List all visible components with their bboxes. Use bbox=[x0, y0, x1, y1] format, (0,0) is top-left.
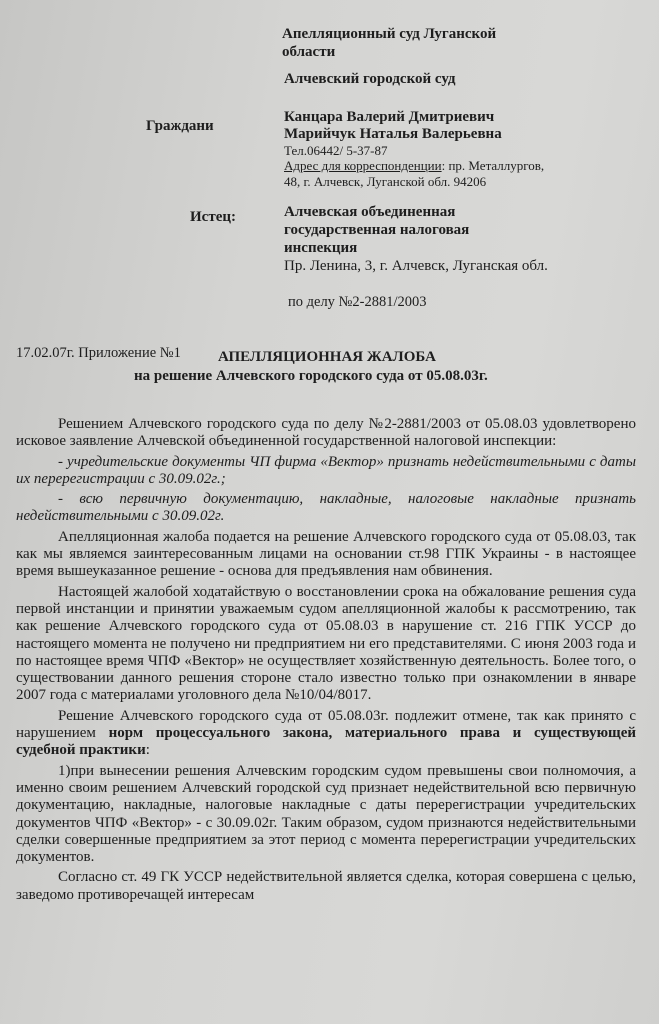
paragraph-1: Решением Алчевского городского суда по делу №2-2881/2003 от 05.08.03 удовлетворено исковое заявление Алчевской объединенной государственной налоговой инспекции: bbox=[16, 416, 636, 450]
list-item-2: - всю первичную документацию, накладные, налоговые накладные признать недействительными с 30.09.02г. bbox=[16, 491, 636, 525]
case-number: по делу №2-2881/2003 bbox=[288, 294, 427, 310]
document-body bbox=[16, 416, 636, 907]
address-line2: 48, г. Алчевск, Луганской обл. 94206 bbox=[284, 174, 487, 189]
paragraph-6: Согласно ст. 49 ГК УССР недействительной является сделка, которая совершена с целью, заведомо противоречащей интересам bbox=[16, 869, 636, 903]
citizens-label: Граждани bbox=[146, 118, 214, 134]
document-title: АПЕЛЛЯЦИОННАЯ ЖАЛОБА bbox=[218, 349, 436, 365]
paragraph-4 bbox=[16, 708, 636, 760]
city-court-name: Алчевский городской суд bbox=[284, 71, 456, 87]
court-name-line1: Апелляционный суд Луганской bbox=[282, 26, 497, 42]
paragraph-4-end: : bbox=[145, 742, 150, 759]
paragraph-4-bold: норм процессуального закона, материального права и существующей судебной практики bbox=[16, 725, 636, 759]
citizen-name-2: Марийчук Наталья Валерьевна bbox=[284, 126, 502, 142]
paragraph-2: Апелляционная жалоба подается на решение Алчевского городского суда от 05.08.03, так как мы являемся заинтересованным лицами на основании ст.98 ГПК Украины - в настоящее время вышеуказанное решение - основа для предъявления нам обвинения. bbox=[16, 528, 636, 580]
plaintiff-address: Пр. Ленина, 3, г. Алчевск, Луганская обл. bbox=[284, 258, 548, 274]
plaintiff-name-line1: Алчевская объединенная bbox=[284, 204, 456, 220]
plaintiff-label: Истец: bbox=[190, 209, 236, 225]
address-label: Адрес для корреспонденции bbox=[284, 158, 442, 173]
paragraph-3: Настоящей жалобой ходатайствую о восстановлении срока на обжалование решения суда первой инстанции и принятии уважаемым судом апелляционной жалобы к рассмотрению, так как решение Алчевского городского суда от 05.08.03 в нарушение ст. 216 ГПК УССР до настоящего момента не получено ни предприятием ни его представителями. С июня 2003 года и по настоящее время ЧПФ «Вектор» не осуществляет хозяйственную деятельность. Более того, о существовании данного решения стороне стало известно только при ознакомлении в январе 2007 года с материалами уголовного дела №10/04/8017. bbox=[16, 583, 636, 704]
citizen-name-1: Канцара Валерий Дмитриевич bbox=[284, 109, 495, 125]
plaintiff-name-line3: инспекция bbox=[284, 240, 358, 256]
paragraph-4-start: Решение Алчевского городского суда от 05.08.03г. подлежит отмене, так как принято с нарушением bbox=[16, 707, 636, 742]
document-subtitle: на решение Алчевского городского суда от 05.08.03г. bbox=[134, 368, 488, 384]
date-annex: 17.02.07г. Приложение №1 bbox=[16, 345, 181, 361]
plaintiff-name-line2: государственная налоговая bbox=[284, 222, 470, 238]
address-line1 bbox=[284, 158, 544, 174]
paragraph-5: 1)при вынесении решения Алчевским городским судом превышены свои полномочия, а именно своим решением Алчевский городской суд признает недействительной всю первичную документацию, накладные, налоговые накладные с даты перерегистрации учредительских документов ЧПФ «Вектор» - с 30.09.02г. Таким образом, судом признаются недействительными сделки совершенные предприятием за этот период с момента перерегистрации учредительских документов. bbox=[16, 762, 636, 866]
list-item-1: - учредительские документы ЧП фирма «Вектор» признать недействительными с даты их перерегистрации с 30.09.02г.; bbox=[16, 453, 636, 487]
court-name-line2: области bbox=[282, 44, 336, 60]
phone-number: Тел.06442/ 5-37-87 bbox=[284, 143, 388, 158]
address-street: : пр. Металлургов, bbox=[441, 158, 545, 173]
